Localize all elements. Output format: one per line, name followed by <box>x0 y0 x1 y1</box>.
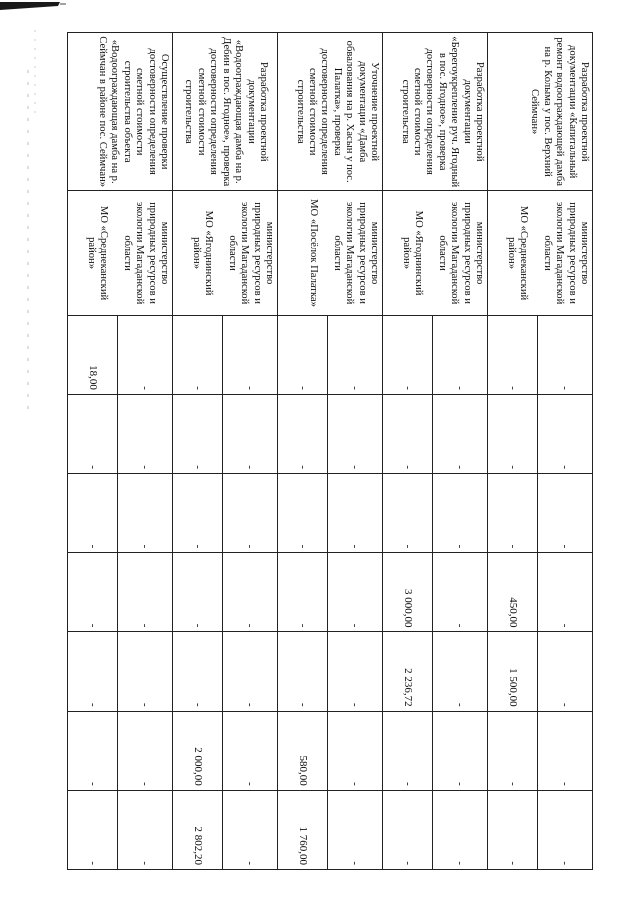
executor-municipality: МО «Ягоднинский район» <box>400 210 425 296</box>
value-cell: - <box>488 315 538 394</box>
value-cell: - <box>118 315 173 394</box>
executor-municipality: МО «Среднеканский район» <box>85 205 110 301</box>
executor-municipality: МО «Среднеканский район» <box>505 205 530 301</box>
value-cell: - <box>538 711 593 790</box>
value-cell: - <box>278 553 328 632</box>
activity-name: Разработка проектной документации «Берегоукрепление руч. Ягодный в пос. Ягодное», проверка достоверности определения сметной стоимости строительства <box>383 33 488 191</box>
executor-municipality: МО «Ягоднинский район» <box>190 210 215 296</box>
value-cell: 1 760,00 <box>278 790 328 869</box>
value-cell: - <box>328 553 383 632</box>
activity-name: Осуществление проверки достоверности определения сметной стоимости строительства объекта «Водоограждающая дамба на р. Сеймчан в районе пос. Сеймчан» <box>68 33 173 191</box>
value-cell: - <box>538 553 593 632</box>
value-cell: - <box>118 394 173 473</box>
value-cell: - <box>118 632 173 711</box>
value-cell: - <box>383 711 433 790</box>
table-row <box>538 33 593 870</box>
executor-cell <box>173 191 278 315</box>
executor-ministry: министерство природных ресурсов и экологии Магаданской области <box>436 201 485 305</box>
rotated-table-wrapper <box>68 32 593 870</box>
table-row <box>118 33 173 870</box>
executor-cell <box>68 191 173 315</box>
value-cell: - <box>328 790 383 869</box>
value-cell: - <box>223 315 278 394</box>
value-cell: - <box>328 632 383 711</box>
value-cell: 580,00 <box>278 711 328 790</box>
value-cell: - <box>383 790 433 869</box>
value-cell: 1 500,00 <box>488 632 538 711</box>
value-cell: - <box>278 632 328 711</box>
value-cell: - <box>278 394 328 473</box>
value-cell: - <box>433 790 488 869</box>
budget-table <box>67 32 593 870</box>
value-cell: - <box>433 394 488 473</box>
value-cell: - <box>173 394 223 473</box>
executor-ministry: министерство природных ресурсов и экологии Магаданской области <box>541 201 590 305</box>
table-row <box>433 33 488 870</box>
value-cell: 2 236,72 <box>383 632 433 711</box>
table-row <box>328 33 383 870</box>
value-cell: 450,00 <box>488 553 538 632</box>
table-row <box>223 33 278 870</box>
value-cell: - <box>173 632 223 711</box>
value-cell: - <box>538 790 593 869</box>
activity-name: Разработка проектной документации «Капитальный ремонт водоограждающей дамба на р. Колыма у пос. Верхний Сеймчан» <box>488 33 593 191</box>
value-cell: - <box>328 394 383 473</box>
value-cell: - <box>278 474 328 553</box>
value-cell: - <box>538 315 593 394</box>
value-cell: - <box>223 474 278 553</box>
value-cell: 2 000,00 <box>173 711 223 790</box>
value-cell: - <box>118 553 173 632</box>
value-cell: - <box>173 315 223 394</box>
value-cell: - <box>68 790 118 869</box>
activity-name: Уточнение проектной документации «Дамба обвалования на р. Хасын у пос. Палатка», проверка достоверности определения сметной стоимости строительства <box>278 33 383 191</box>
value-cell: - <box>68 711 118 790</box>
executor-ministry: министерство природных ресурсов и экологии Магаданской области <box>226 201 275 305</box>
executor-cell <box>488 191 593 315</box>
value-cell: - <box>488 790 538 869</box>
value-cell: - <box>383 394 433 473</box>
executor-cell <box>278 191 383 315</box>
value-cell: - <box>433 315 488 394</box>
value-cell: - <box>538 474 593 553</box>
value-cell: - <box>223 394 278 473</box>
value-cell: - <box>433 474 488 553</box>
executor-ministry: министерство природных ресурсов и экологии Магаданской области <box>121 201 170 305</box>
executor-ministry: министерство природных ресурсов и экологии Магаданской области <box>331 201 380 305</box>
value-cell: - <box>328 315 383 394</box>
value-cell: - <box>223 790 278 869</box>
value-cell: - <box>488 394 538 473</box>
value-cell: - <box>173 474 223 553</box>
executor-municipality: МО «Посёлок Палатка» <box>308 199 320 307</box>
value-cell: - <box>223 632 278 711</box>
value-cell: - <box>488 474 538 553</box>
executor-cell <box>383 191 488 315</box>
value-cell: - <box>68 474 118 553</box>
value-cell: - <box>383 315 433 394</box>
value-cell: - <box>173 553 223 632</box>
value-cell: - <box>433 553 488 632</box>
value-cell: - <box>383 474 433 553</box>
activity-name: Разработка проектной документации «Водоограждающая дамба на р. Дебин в пос. Ягодное», проверка достоверности определения сметной стоимости строительства <box>173 33 278 191</box>
value-cell: - <box>118 790 173 869</box>
value-cell: - <box>223 711 278 790</box>
value-cell: - <box>68 394 118 473</box>
value-cell: - <box>223 553 278 632</box>
value-cell: 3 000,00 <box>383 553 433 632</box>
value-cell: - <box>328 474 383 553</box>
value-cell: 18,00 <box>68 315 118 394</box>
value-cell: - <box>488 711 538 790</box>
value-cell: - <box>68 553 118 632</box>
value-cell: 2 802,20 <box>173 790 223 869</box>
value-cell: - <box>433 632 488 711</box>
value-cell: - <box>118 711 173 790</box>
value-cell: - <box>328 711 383 790</box>
value-cell: - <box>538 632 593 711</box>
value-cell: - <box>433 711 488 790</box>
value-cell: - <box>278 315 328 394</box>
value-cell: - <box>68 632 118 711</box>
value-cell: - <box>538 394 593 473</box>
value-cell: - <box>118 474 173 553</box>
